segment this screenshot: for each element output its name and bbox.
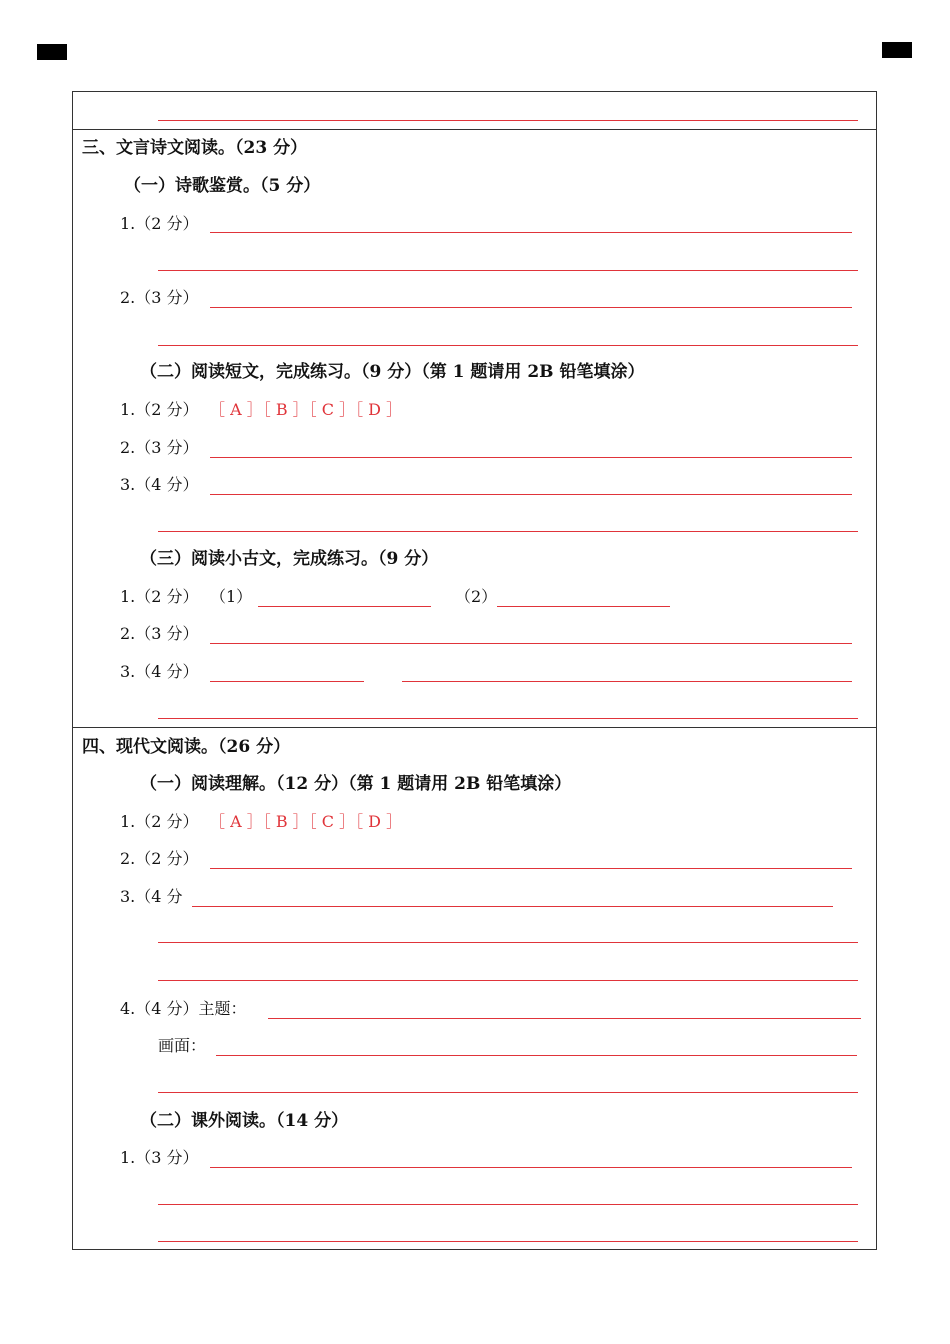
answer-line[interactable] bbox=[210, 457, 852, 458]
answer-line[interactable] bbox=[216, 1055, 857, 1056]
s4p1-q4-picture-label: 画面： bbox=[158, 1036, 207, 1055]
answer-line[interactable] bbox=[210, 307, 852, 308]
section4-part1-title: （一）阅读理解。（12 分）（第 1 题请用 2B 铅笔填涂） bbox=[140, 774, 572, 794]
answer-line[interactable] bbox=[158, 531, 858, 532]
answer-line[interactable] bbox=[158, 345, 858, 346]
answer-line[interactable] bbox=[210, 868, 852, 869]
s3p3-q1-label: 1.（2 分） bbox=[120, 587, 199, 606]
s3p3-q1-sub1: （1） bbox=[210, 587, 253, 606]
section-divider bbox=[72, 727, 877, 728]
registration-mark-right bbox=[882, 42, 912, 58]
s3p3-q1-sub2: （2） bbox=[455, 587, 498, 606]
answer-line[interactable] bbox=[268, 1018, 861, 1019]
answer-line[interactable] bbox=[210, 1167, 852, 1168]
s4p1-q1-label: 1.（2 分） bbox=[120, 812, 199, 831]
s3p1-q1-label: 1.（2 分） bbox=[120, 214, 199, 233]
answer-line[interactable] bbox=[402, 681, 852, 682]
answer-line[interactable] bbox=[158, 1241, 858, 1242]
s3p2-q3-label: 3.（4 分） bbox=[120, 475, 199, 494]
s3p2-q1-choices[interactable]: ［ A ］［ B ］［ C ］［ D ］ bbox=[209, 400, 403, 419]
answer-line[interactable] bbox=[497, 606, 670, 607]
answer-line[interactable] bbox=[158, 980, 858, 981]
answer-line[interactable] bbox=[158, 718, 858, 719]
s4p1-q2-label: 2.（2 分） bbox=[120, 849, 199, 868]
answer-line[interactable] bbox=[258, 606, 431, 607]
s4p1-q4-label: 4.（4 分）主题： bbox=[120, 999, 247, 1018]
section3-part2-title: （二）阅读短文，完成练习。（9 分）（第 1 题请用 2B 铅笔填涂） bbox=[140, 362, 645, 382]
section4-title: 四、现代文阅读。（26 分） bbox=[82, 737, 291, 757]
section-divider bbox=[72, 129, 877, 130]
s3p2-q2-label: 2.（3 分） bbox=[120, 438, 199, 457]
answer-line[interactable] bbox=[158, 1092, 858, 1093]
s3p2-q1-label: 1.（2 分） bbox=[120, 400, 199, 419]
s4p1-q1-choices[interactable]: ［ A ］［ B ］［ C ］［ D ］ bbox=[209, 812, 403, 831]
answer-line[interactable] bbox=[210, 232, 852, 233]
answer-line[interactable] bbox=[158, 1204, 858, 1205]
s3p3-q3-label: 3.（4 分） bbox=[120, 662, 199, 681]
s3p3-q2-label: 2.（3 分） bbox=[120, 624, 199, 643]
answer-line[interactable] bbox=[210, 494, 852, 495]
answer-line[interactable] bbox=[158, 270, 858, 271]
answer-line[interactable] bbox=[210, 643, 852, 644]
registration-mark-left bbox=[37, 44, 67, 60]
s4p1-q3-label: 3.（4 分 bbox=[120, 887, 183, 906]
section3-part1-title: （一）诗歌鉴赏。（5 分） bbox=[124, 176, 321, 196]
section3-part3-title: （三）阅读小古文，完成练习。（9 分） bbox=[140, 549, 439, 569]
s3p1-q2-label: 2.（3 分） bbox=[120, 288, 199, 307]
section3-title: 三、文言诗文阅读。（23 分） bbox=[82, 138, 308, 158]
answer-line[interactable] bbox=[158, 120, 858, 121]
answer-line[interactable] bbox=[210, 681, 364, 682]
section4-part2-title: （二）课外阅读。（14 分） bbox=[140, 1111, 349, 1131]
answer-line[interactable] bbox=[192, 906, 833, 907]
answer-line[interactable] bbox=[158, 942, 858, 943]
s4p2-q1-label: 1.（3 分） bbox=[120, 1148, 199, 1167]
